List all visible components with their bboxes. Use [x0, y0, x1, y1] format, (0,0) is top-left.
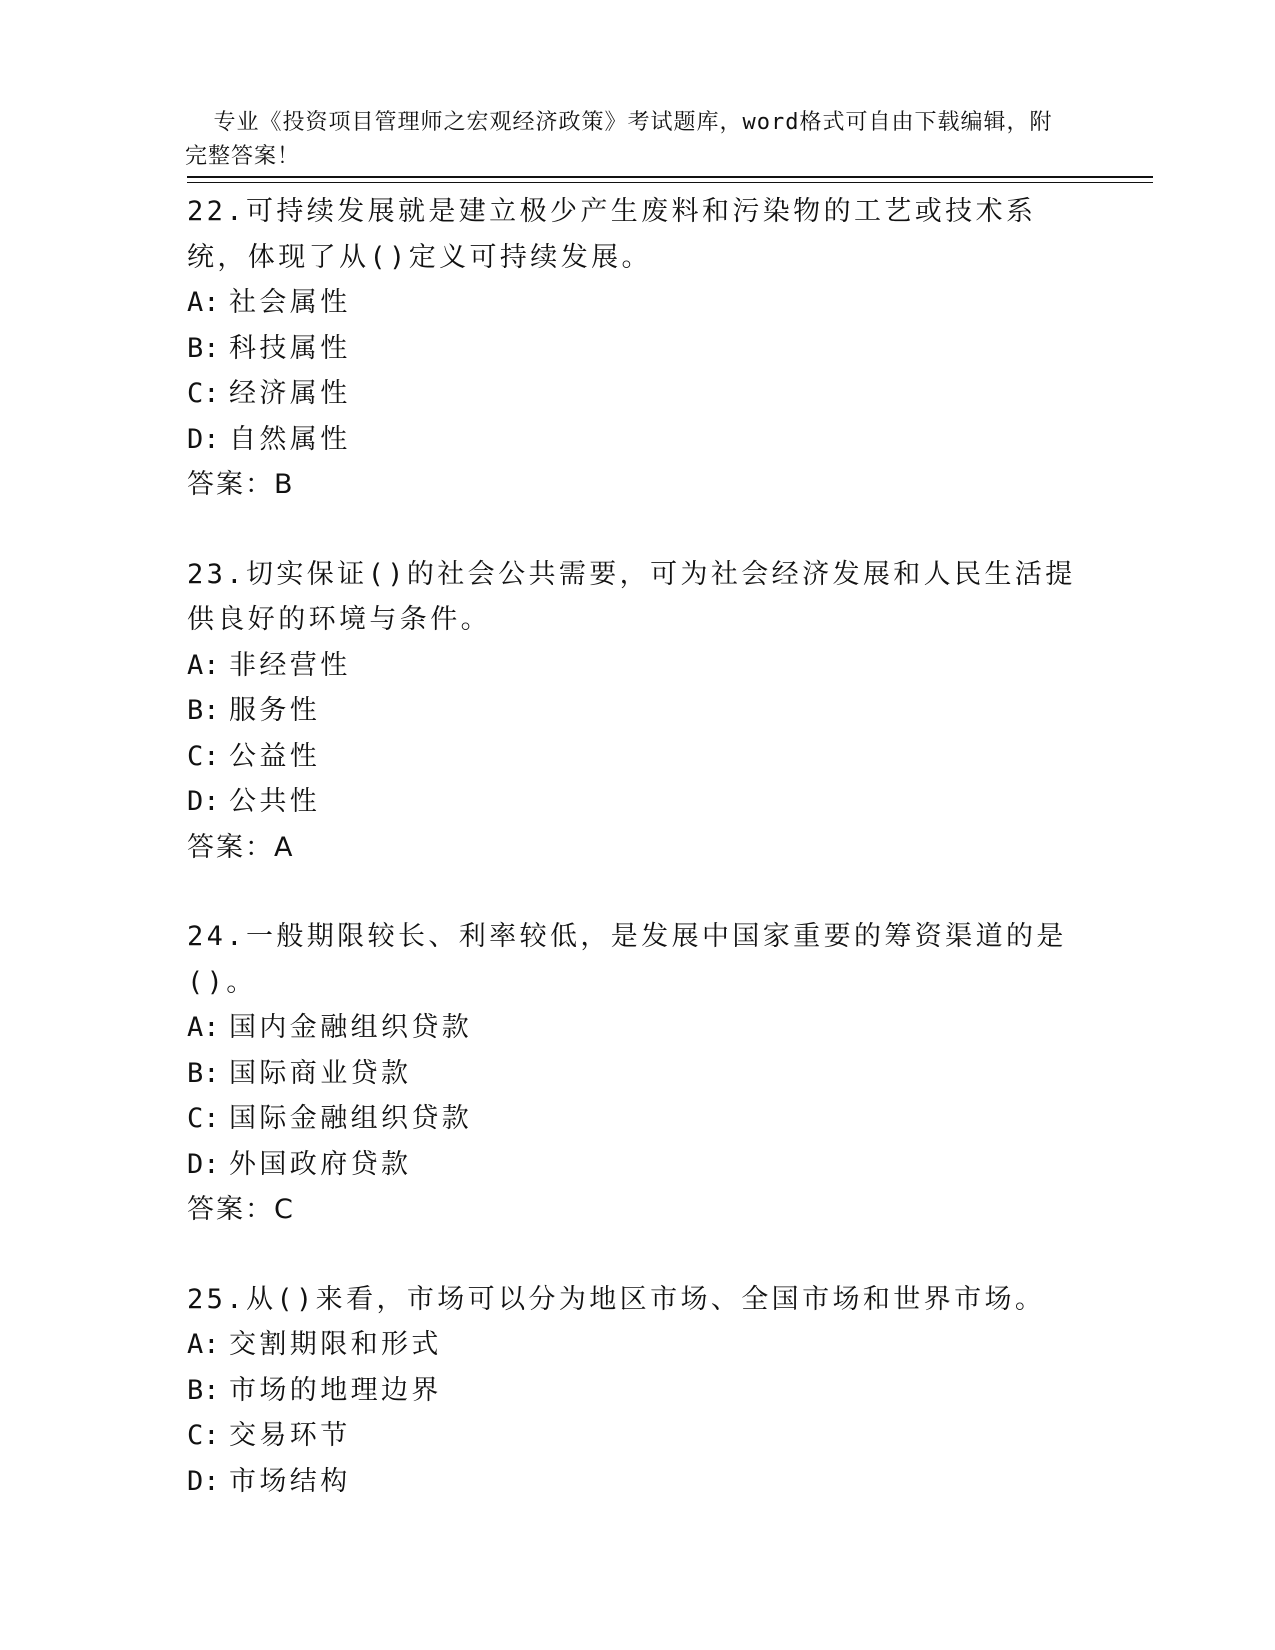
question-23: [187, 552, 1087, 871]
option-a: [187, 280, 1087, 326]
option-text: 国内金融组织贷款: [229, 1012, 473, 1043]
option-text: 公益性: [229, 740, 321, 772]
option-letter: B:: [187, 332, 220, 364]
option-letter: D:: [187, 1465, 220, 1497]
option-a: [187, 1005, 1087, 1051]
option-text: 交割期限和形式: [229, 1329, 442, 1360]
option-letter: D:: [187, 423, 220, 455]
option-c: [187, 734, 1087, 780]
option-letter: A:: [187, 1329, 220, 1360]
option-text: 外国政府贷款: [229, 1148, 412, 1180]
document-header: [185, 72, 1065, 174]
option-letter: B:: [187, 695, 220, 726]
question-text: 22.可持续发展就是建立极少产生废料和污染物的工艺或技术系统，体现了从()定义可持续发展。: [187, 196, 1037, 273]
header-divider-thin: [187, 182, 1153, 183]
option-b: [187, 1051, 1087, 1097]
header-intro: 专业《投资项目管理师之宏观经济政策》考试题库，word格式可自由下载编辑，附完整答案！: [185, 110, 1053, 169]
option-a: [187, 1322, 1087, 1368]
question-25: [187, 1277, 1087, 1505]
answer-line: 答案：C: [187, 1194, 295, 1225]
question-text: 25.从()来看，市场可以分为地区市场、全国市场和世界市场。: [187, 1283, 1046, 1315]
option-letter: D:: [187, 1148, 220, 1180]
question-text: 23.切实保证()的社会公共需要，可为社会经济发展和人民生活提供良好的环境与条件。: [187, 558, 1076, 635]
header-divider-thick: [187, 176, 1153, 178]
option-b: [187, 1368, 1087, 1414]
option-a: [187, 643, 1087, 689]
option-text: 公共性: [229, 786, 321, 817]
option-letter: A:: [187, 1012, 220, 1043]
option-letter: B:: [187, 1057, 220, 1089]
option-d: [187, 1459, 1087, 1505]
option-text: 自然属性: [229, 423, 351, 455]
option-d: [187, 1142, 1087, 1188]
question-text: 24.一般期限较长、利率较低，是发展中国家重要的筹资渠道的是()。: [187, 921, 1067, 998]
option-text: 非经营性: [229, 649, 351, 681]
option-letter: B:: [187, 1374, 220, 1406]
option-text: 科技属性: [229, 332, 351, 364]
option-letter: D:: [187, 786, 220, 817]
option-text: 社会属性: [229, 287, 351, 318]
option-c: [187, 1096, 1087, 1142]
option-b: [187, 326, 1087, 372]
option-text: 交易环节: [229, 1420, 351, 1451]
answer-line: 答案：A: [187, 831, 295, 863]
option-d: [187, 417, 1087, 463]
option-letter: A:: [187, 287, 220, 318]
option-text: 经济属性: [229, 378, 351, 409]
option-c: [187, 371, 1087, 417]
option-text: 服务性: [229, 695, 321, 726]
option-letter: C:: [187, 740, 220, 772]
option-letter: C:: [187, 378, 220, 409]
option-text: 国际金融组织贷款: [229, 1103, 473, 1134]
option-c: [187, 1413, 1087, 1459]
option-text: 市场的地理边界: [229, 1374, 442, 1406]
option-d: [187, 779, 1087, 825]
answer-line: 答案：B: [187, 469, 295, 500]
option-text: 国际商业贷款: [229, 1057, 412, 1089]
question-24: [187, 914, 1087, 1233]
question-22: [187, 189, 1087, 508]
option-letter: C:: [187, 1103, 220, 1134]
option-text: 市场结构: [229, 1465, 351, 1497]
question-list: [187, 189, 1087, 1548]
option-letter: A:: [187, 649, 220, 681]
option-b: [187, 688, 1087, 734]
option-letter: C:: [187, 1420, 220, 1451]
